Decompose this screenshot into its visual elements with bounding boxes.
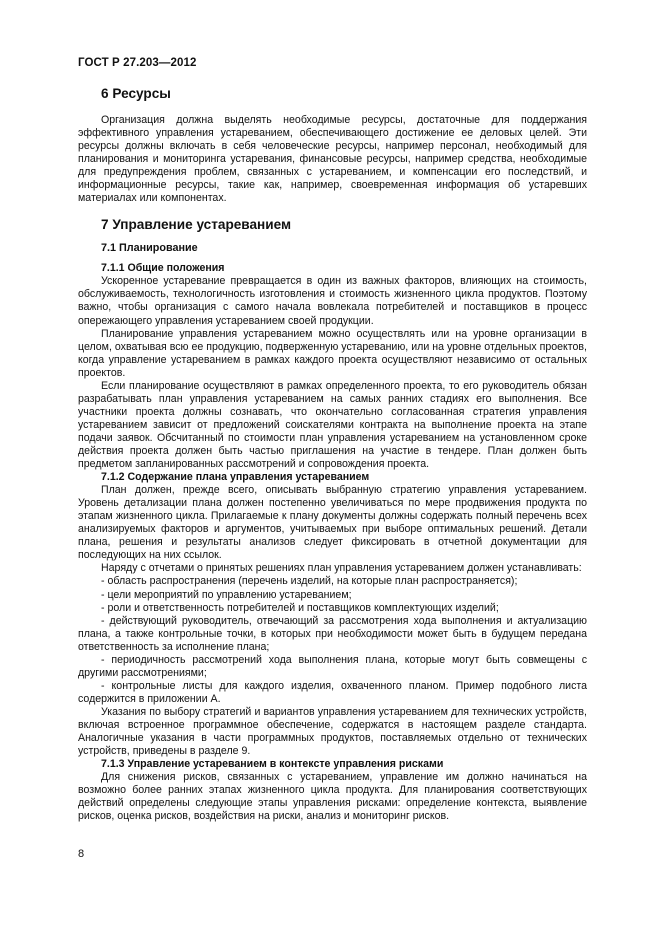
list-item: - действующий руководитель, отвечающий за рассмотрения хода выполнения и актуализацию плана, а также контрольные точки, в которых при необходимости может быть в будущем передана ответственность за исполнение плана; [78,614,587,653]
section-7-1-2-heading: 7.1.2 Содержание плана управления устареванием [101,471,370,484]
section-7-1-3-heading: 7.1.3 Управление устареванием в контексте управления рисками [101,758,444,771]
paragraph: План должен, прежде всего, описывать выбранную стратегию управления устареванием. Уровень детализации плана должен постепенно увеличиваться по мере продвижения продукта по этапам жизненного цикла. Прилагаемые к плану документы должны содержать полный перечень всех анализируемых факторов и аргументов, учитываемых при выборе оптимальных решений. Детали плана, решения и результаты анализов следует фиксировать в отчетной документации для последующих на них ссылок. [78,484,587,562]
list-item: - контрольные листы для каждого изделия, охваченного планом. Пример подобного листа содержится в приложении А. [78,679,587,705]
list-item: - роли и ответственность потребителей и поставщиков комплектующих изделий; [101,601,499,614]
paragraph: Ускоренное устаревание превращается в один из важных факторов, влияющих на стоимость, обслуживаемость, технологичность изготовления и стоимость жизненного цикла продуктов. Поэтому важно, чтобы организация с самого начала вовлекала потребителей и поставщиков в процесс опережающего управления устареванием своей продукции. [78,275,587,327]
page-number: 8 [78,848,85,860]
paragraph: Если планирование осуществляют в рамках определенного проекта, то его руководитель обязан разрабатывать план управления устареванием на самых ранних стадиях его выполнения. Все участники проекта должны сознавать, что окончательно согласованная стратегия управления устареванием зависит от предложений соискателями контракта на выполнение проекта на этапе подачи заявок. Обсчитанный по стоимости план управления устареванием на установленном сроке действия проекта должен быть частью приглашения на участие в тендере. План должен быть предметом запланированных рассмотрений и сопровождения проекта. [78,379,587,471]
paragraph: Указания по выбору стратегий и вариантов управления устареванием для технических устройств, включая встроенное программное обеспечение, содержатся в настоящем разделе стандарта. Аналогичные указания в части программных продуктов, поставляемых отдельно от технических устройств, приведены в разделе 9. [78,705,587,758]
section-7-1-1-heading: 7.1.1 Общие положения [101,262,225,275]
section-7-1-heading: 7.1 Планирование [101,242,198,255]
document-code: ГОСТ Р 27.203—2012 [78,57,197,69]
list-item: - цели мероприятий по управлению устареванием; [101,588,352,601]
section-6-heading: 6 Ресурсы [101,86,171,101]
section-7-heading: 7 Управление устареванием [101,217,292,233]
list-item: - область распространения (перечень изделий, на которые план распространяется); [101,575,518,588]
paragraph: Наряду с отчетами о принятых решениях план управления устареванием должен устанавливать: [101,562,582,575]
list-item: - периодичность рассмотрений хода выполнения плана, которые могут быть совмещены с другими рассмотрениями; [78,653,587,679]
page-body [78,86,587,823]
paragraph: Для снижения рисков, связанных с устареванием, управление им должно начинаться на возможно более ранних этапах жизненного цикла продукта. Для планирования соответствующих действий определены следующие этапы управления рисками: определение контекста, выявление рисков, оценка рисков, воздействия на риски, анализ и мониторинг рисков. [78,771,587,823]
paragraph: Планирование управления устареванием можно осуществлять или на уровне организации в целом, охватывая всю ее продукцию, подверженную устареванию, или на уровне отдельных проектов, когда управление устареванием в рамках каждого проекта осуществляют независимо от остальных проектов. [78,327,587,379]
section-6-paragraph: Организация должна выделять необходимые ресурсы, достаточные для поддержания эффективного управления устареванием, обеспечивающего достижение ее деловых целей. Эти ресурсы должны включать в себя человеческие ресурсы, например персонал, необходимый для планирования и мониторинга устаревания, финансовые ресурсы, например средства, необходимые для предупреждения проблем, связанных с устареванием, и компенсации его последствий, и информационные ресурсы, такие как, например, своевременная информация об устаревших материалах или компонентах. [78,114,587,205]
